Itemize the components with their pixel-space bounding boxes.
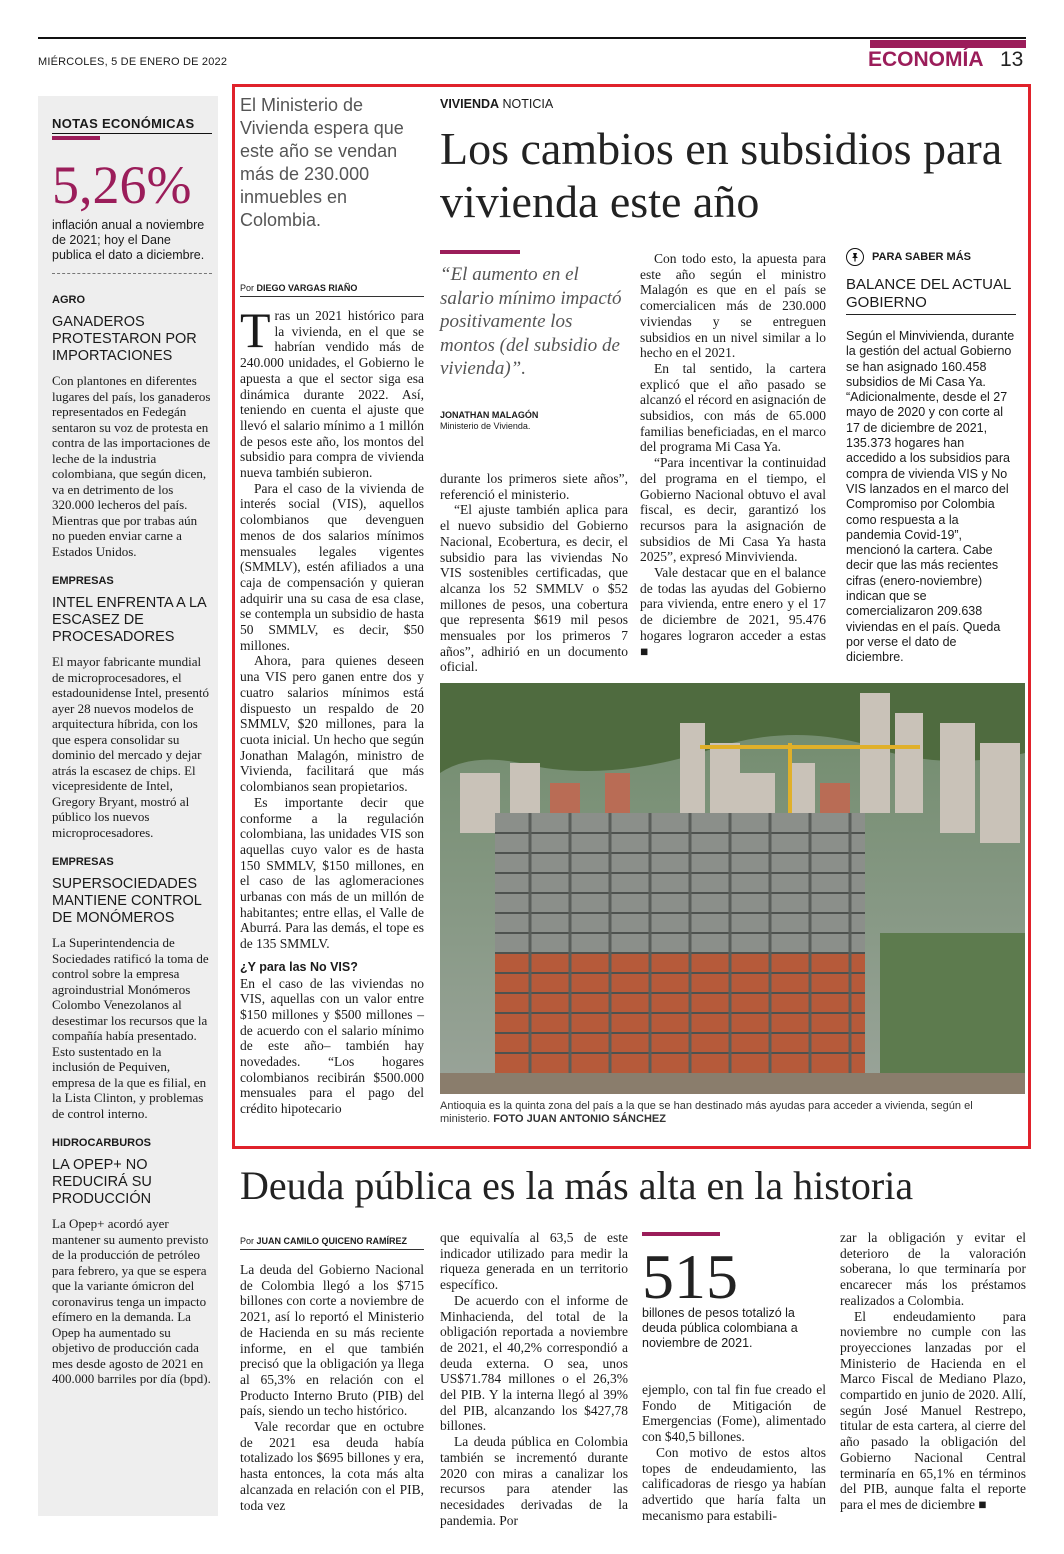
article-kicker	[440, 97, 553, 111]
note-title: SUPERSOCIEDADES MANTIENE CONTROL DE MONÓMEROS	[52, 876, 202, 926]
info-box-header	[846, 248, 1016, 266]
paragraph	[240, 302, 424, 481]
header-rule	[38, 37, 1026, 39]
article-column-2	[440, 1230, 628, 1528]
paragraph-text: ras un 2021 histórico para la vivienda, en el que se habrían vendido más de 240.000 unidades, el Gobierno le apuesta a que el sector siga esa dinámica durante 2022. Así, teniendo en cuenta el ajuste que llevó el salario mínimo a 1 millón de pesos este año, los montos del subsidio para compra de vivienda nueva también subieron.	[240, 308, 424, 481]
section-accent-bar	[870, 40, 1026, 48]
note-tag: EMPRESAS	[52, 575, 114, 587]
byline	[240, 1236, 424, 1250]
paragraph: Con todo esto, la apuesta para este año según el ministro Malagón es que en el país se comercialicen más de 230.000 viviendas y se entreguen subsidios en un nivel similar a lo hecho en el 2021.	[640, 251, 826, 361]
note-tag: EMPRESAS	[52, 856, 114, 868]
paragraph: que equivalía al 63,5 de este indicador utilizado para medir la riqueza generada en un territorio específico.	[440, 1230, 628, 1293]
sidebar-notas-economicas	[38, 96, 218, 1516]
photo-caption	[440, 1100, 1025, 1126]
paragraph: ejemplo, con tal fin fue creado el Fondo de Mitigación de Emergencias (Fome), alimentado con $40,5 billones.	[642, 1382, 826, 1445]
paragraph: De acuerdo con el informe de Minhacienda, del total de la obligación reportada a noviembre de 2021, el 40,2% correspondió a deuda externa. O sea, unos US$71.784 millones o el 26,3% del PIB. Y la interna llegó al 39% del PIB, alcanzando los $427,78 billones.	[440, 1292, 628, 1434]
paragraph: La deuda pública en Colombia también se incrementó durante 2020 con miras a canalizar los recursos para atender las necesidades derivadas de la pandemia. Por	[440, 1434, 628, 1528]
caption-text: Antioquia es la quinta zona del país a la que se han destinado más ayudas para acceder a vivienda, según el ministerio.	[440, 1100, 973, 1125]
paragraph: Vale destacar que en el balance de todas las ayudas del Gobierno para vivienda, entre enero y el 17 de diciembre de 2021, 95.476 hogares lograron acceder a estas ■	[640, 565, 826, 659]
section-name: ECONOMÍA	[868, 48, 984, 71]
photo-credit: FOTO JUAN ANTONIO SÁNCHEZ	[493, 1113, 666, 1125]
construction-photo	[440, 683, 1025, 1094]
article-column-1	[240, 302, 424, 1117]
sidebar-note	[52, 575, 212, 840]
stat-accent-bar	[642, 1232, 720, 1236]
note-title: INTEL ENFRENTA A LA ESCASEZ DE PROCESADORES	[52, 595, 206, 645]
page-number: 13	[1000, 48, 1024, 71]
note-title: LA OPEP+ NO REDUCIRÁ SU PRODUCCIÓN	[52, 1157, 152, 1207]
paragraph: En el caso de las viviendas no VIS, aquellas con un valor entre $150 millones y $500 millones –de acuerdo con el salario mínimo de este año– también hay novedades. “Los hogares colombianos recibirán $500.000 mensuales para el pago del crédito hipotecario	[240, 975, 424, 1117]
note-tag: AGRO	[52, 294, 85, 306]
quote-author: JONATHAN MALAGÓN	[440, 410, 539, 420]
info-box-body: Según el Minvivienda, durante la gestión del actual Gobierno se han asignado 160.458 subsidios de Mi Casa Ya. “Adicionalmente, desde el 27 mayo de 2020 y con corte al 17 de diciembre de 2021, 135.373 hogares han accedido a los subsidios para compra de vivienda VIS y No VIS lanzados en el marco del Compromiso por Colombia como respuesta a la pandemia Covid-19”, mencionó la cartera. Cabe decir que las más recientes cifras (enero-noviembre) indican que se comercializaron 209.638 viviendas en el país. Queda por verse el dato de diciembre.	[846, 329, 1015, 665]
sidebar-note	[52, 856, 212, 1121]
paragraph: “Para incentivar la continuidad del programa en el tiempo, el Gobierno Nacional obtuvo el aval fiscal, es decir, garantizó los recursos para la asignación de subsidios de Mi Casa Ya hasta 2025”, expresó Minvivienda.	[640, 455, 826, 565]
note-body: La Opep+ acordó ayer mantener su aumento previsto de la producción de petróleo para febrero, ya que se espera que la variante ómicron del coronavirus tenga un impacto efímero en la demanda. La Opep ha aumentado su objetivo de producción cada mes desde agosto de 2021 en 400.000 barriles por día (bpd).	[52, 1216, 211, 1386]
paragraph: “El ajuste también aplica para el nuevo subsidio del Gobierno Nacional, Ecobertura, es decir, el subsidio para las viviendas No VIS sostenibles certificadas, que alcanza los 52 SMMLV o $52 millones de pesos, una cobertura que representa $619 mil pesos mensuales por los primeros 7 años”, adhirió en un documento oficial.	[440, 502, 628, 675]
paragraph: La deuda del Gobierno Nacional de Colombia llegó a los $715 billones con corte a noviembre de 2021, así lo reportó el Ministerio de Hacienda en su más reciente informe, en el que también precisó que la obligación ya llega al 65,3% en relación con el Producto Interno Bruto (PIB) del país, siendo un techo histórico.	[240, 1262, 424, 1419]
paragraph: durante los primeros siete años”, referenció el ministerio.	[440, 471, 628, 502]
article-lede: El Ministerio de Vivienda espera que este año se vendan más de 230.000 inmuebles en Colombia.	[240, 95, 404, 230]
article-column-3	[642, 1382, 826, 1523]
paragraph: En tal sentido, la cartera explicó que el año pasado se alcanzó el récord en asignación de subsidios, con más de 65.000 familias beneficiadas, en el marco del programa Mi Casa Ya.	[640, 360, 826, 455]
note-body: El mayor fabricante mundial de microprocesadores, el estadounidense Intel, presentó ayer 28 nuevos modelos de arquitectura híbrida, con los que espera consolidar su dominio del mercado y dejar atrás la escasez de chips. El vicepresidente de Intel, Gregory Bryant, mostró al público los nuevos microprocesadores.	[52, 654, 210, 840]
byline	[240, 283, 424, 297]
article-headline: Los cambios en subsidios para vivienda este año	[440, 123, 1003, 227]
info-box-label: PARA SABER MÁS	[872, 251, 972, 263]
note-tag: HIDROCARBUROS	[52, 1137, 151, 1149]
sidebar-heading: NOTAS ECONÓMICAS	[52, 116, 212, 134]
stat-caption: billones de pesos totalizó la deuda pública colombiana a noviembre de 2021.	[642, 1306, 798, 1350]
paragraph: Vale recordar que en octubre de 2021 esa deuda había totalizado los $695 billones y era, hasta entonces, la cota más alta alcanzada en relación con el PIB, toda vez	[240, 1419, 424, 1513]
subheading: ¿Y para las No VIS?	[240, 959, 358, 974]
info-box-title: BALANCE DEL ACTUAL GOBIERNO	[846, 276, 1016, 315]
paragraph: zar la obligación y evitar el deterioro de la valoración soberana, lo que terminaría por encarecer más los préstamos realizados a Colombia.	[840, 1230, 1026, 1308]
sidebar-note	[52, 294, 212, 559]
sidebar-accent-bar	[52, 136, 100, 140]
kicker-type: NOTICIA	[502, 97, 554, 111]
note-body: La Superintendencia de Sociedades ratificó la toma de control sobre la empresa agroindustrial Monómeros Colombo Venezolanos al desestimar los recursos que la compañía había presentado. Esto sustentado en la inclusión de Pequiven, empresa de la que es filial, en la Lista Clinton, y problemas de control interno.	[52, 935, 209, 1121]
paragraph: Con motivo de estos altos topes de endeudamiento, las calificadoras de riesgo ya habían advertido que haría falta un mecanismo para estabili-	[642, 1444, 826, 1523]
paragraph: Ahora, para quienes deseen una VIS pero ganen entre dos y cuatro salarios mínimos está dispuesto un respaldo de 20 SMMLV, $20 millones, para la cuota inicial. Un hecho que según Jonathan Malagón, ministro de Vivienda, facilitará que más colombianos sean propietarios.	[240, 653, 424, 795]
pull-quote: “El aumento en el salario mínimo impactó positivamente los montos (del subsidio de vivienda)”.	[440, 264, 622, 379]
byline-author: JUAN CAMILO QUICENO RAMÍREZ	[256, 1236, 408, 1246]
drop-cap: T	[240, 302, 271, 358]
pushpin-icon	[846, 248, 864, 266]
article-column-3	[640, 251, 826, 659]
info-box	[846, 248, 1016, 666]
issue-date: MIÉRCOLES, 5 DE ENERO DE 2022	[38, 56, 228, 68]
sidebar-big-caption: inflación anual a noviembre de 2021; hoy el Dane publica el dato a diciembre.	[52, 218, 205, 262]
note-body: Con plantones en diferentes lugares del país, los ganaderos representados en Fedegán sentaron su voz de protesta en contra de las importaciones de leche de la industria colombiana, que según dicen, va en detrimento de los 320.000 lecheros del país. Mientras que por trabas aún no pueden enviar carne a Estados Unidos.	[52, 373, 211, 559]
byline-prefix: Por	[240, 283, 255, 293]
divider	[52, 273, 212, 274]
quote-accent-bar	[440, 250, 520, 254]
byline-author: DIEGO VARGAS RIAÑO	[256, 283, 358, 293]
paragraph: Para el caso de la vivienda de interés social (VIS), aquellos colombianos que devenguen menos de dos salarios mínimos mensuales legales vigentes (SMMLV), estén afiliados a una caja de compensación y quieran adquirir una su casa de esa clase, se contempla un subsidio de hasta 50 SMMLV, es decir, $50 millones.	[240, 480, 424, 653]
article-column-4	[840, 1230, 1026, 1513]
paragraph: Es importante decir que conforme a la regulación colombiana, las unidades VIS son aquellas cuyo valor es de hasta 150 SMMLV, $150 millones, en el caso de las aglomeraciones urbanas con más de un millón de habitantes; entre ellas, el Valle de Aburrá. Para las demás, el tope es de 135 SMMLV.	[240, 794, 424, 952]
byline-prefix: Por	[240, 1236, 255, 1246]
sidebar-note	[52, 1137, 212, 1387]
kicker-topic: VIVIENDA	[440, 97, 500, 111]
article-column-2	[440, 471, 628, 675]
article-headline: Deuda pública es la más alta en la historia	[240, 1163, 914, 1208]
quote-attribution	[440, 410, 538, 432]
quote-role: Ministerio de Vivienda.	[440, 421, 531, 431]
sidebar-big-number: 5,26%	[52, 155, 192, 215]
stat-big-number: 515	[642, 1241, 738, 1312]
article-column-1	[240, 1262, 424, 1513]
note-title: GANADEROS PROTESTARON POR IMPORTACIONES	[52, 314, 197, 364]
paragraph: El endeudamiento para noviembre no cumple con las proyecciones lanzadas por el Ministerio de Hacienda en el Marco Fiscal de Mediano Plazo, compartido en junio de 2020. Allí, según José Manuel Restrepo, titular de esta cartera, al cierre del año pasado la obligación del Gobierno Nacional Central terminaría en 65,1% en términos del PIB, aunque falta el reporte para el mes de diciembre ■	[840, 1308, 1026, 1512]
